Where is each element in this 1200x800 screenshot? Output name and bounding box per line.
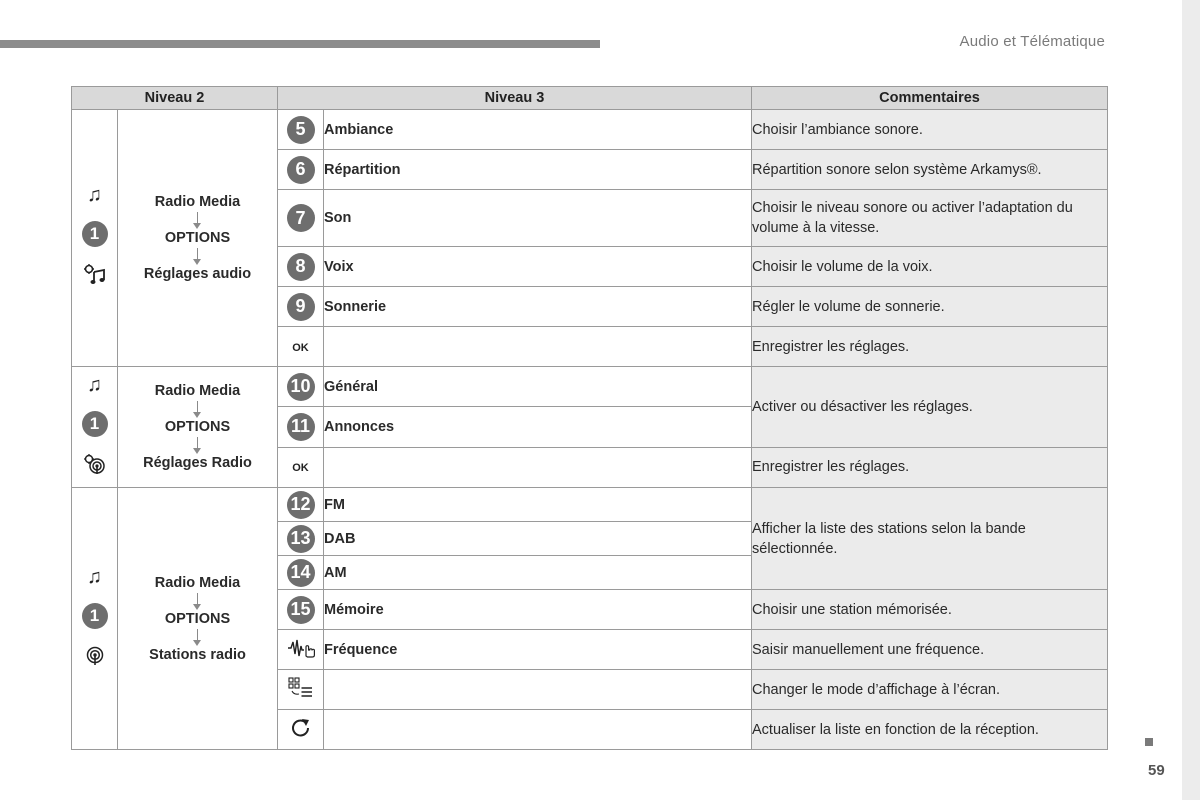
- navigation-path: [118, 367, 278, 488]
- row-label: Ambiance: [324, 110, 752, 150]
- path-step-settings: Réglages Radio: [143, 455, 252, 471]
- row-comment: Choisir le niveau sonore ou activer l’adaptation du volume à la vitesse.: [752, 190, 1108, 247]
- row-comment: Choisir l’ambiance sonore.: [752, 110, 1108, 150]
- radio-settings-icon: [83, 453, 107, 479]
- row-number: 9: [278, 287, 324, 327]
- row-label: Voix: [324, 247, 752, 287]
- arrow-down-icon: [197, 401, 198, 413]
- row-number: 5: [278, 110, 324, 150]
- row-label: AM: [324, 556, 752, 590]
- row-number: 10: [278, 367, 324, 407]
- group-icons: [72, 367, 118, 488]
- row-label: [324, 710, 752, 750]
- group-icons: [72, 110, 118, 367]
- row-label: DAB: [324, 522, 752, 556]
- path-step-options: OPTIONS: [164, 610, 231, 627]
- row-number: 8: [278, 247, 324, 287]
- row-number: 13: [278, 522, 324, 556]
- ok-cell: [278, 327, 324, 367]
- row-label: [324, 447, 752, 487]
- header-niveau-2: Niveau 2: [72, 87, 278, 110]
- row-comment: Enregistrer les réglages.: [752, 447, 1108, 487]
- table-row: [72, 110, 1108, 150]
- arrow-down-icon: [197, 629, 198, 641]
- ok-button-icon: OK: [292, 341, 309, 354]
- music-note-icon: ♫: [87, 184, 102, 206]
- row-label: FM: [324, 488, 752, 522]
- path-step-settings: Réglages audio: [143, 266, 252, 282]
- step-badge: 1: [82, 221, 108, 247]
- music-note-icon: ♫: [87, 565, 102, 588]
- group-icons: [72, 488, 118, 750]
- row-comment: Enregistrer les réglages.: [752, 327, 1108, 367]
- step-badge: 1: [82, 603, 108, 629]
- path-step-radio-media: Radio Media: [154, 194, 241, 210]
- row-number: 11: [278, 407, 324, 447]
- path-step-stations: Stations radio: [149, 646, 246, 663]
- ok-button-icon: OK: [292, 462, 309, 475]
- row-number: 7: [278, 190, 324, 247]
- display-mode-icon: [288, 687, 314, 703]
- path-step-radio-media: Radio Media: [154, 383, 241, 399]
- header-commentaires: Commentaires: [752, 87, 1108, 110]
- music-note-icon: ♫: [87, 374, 102, 396]
- row-label: Mémoire: [324, 590, 752, 630]
- row-comment: Saisir manuellement une fréquence.: [752, 630, 1108, 670]
- row-comment: Répartition sonore selon système Arkamys®.: [752, 150, 1108, 190]
- row-comment: Afficher la liste des stations selon la bande sélectionnée.: [752, 488, 1108, 590]
- ok-cell: [278, 447, 324, 487]
- row-icon-cell: [278, 630, 324, 670]
- row-icon-cell: [278, 670, 324, 710]
- row-label: Répartition: [324, 150, 752, 190]
- audio-settings-icon: [83, 263, 107, 291]
- row-label: Annonces: [324, 407, 752, 447]
- row-comment: Actualiser la liste en fonction de la réception.: [752, 710, 1108, 750]
- row-icon-cell: [278, 710, 324, 750]
- table-row: [72, 488, 1108, 522]
- navigation-path: [118, 110, 278, 367]
- row-label: Fréquence: [324, 630, 752, 670]
- page-marker: [1145, 738, 1153, 746]
- navigation-path: [118, 488, 278, 750]
- arrow-down-icon: [197, 212, 198, 224]
- radio-station-icon: [84, 645, 106, 671]
- row-label: [324, 327, 752, 367]
- row-comment: Régler le volume de sonnerie.: [752, 287, 1108, 327]
- row-label: Sonnerie: [324, 287, 752, 327]
- arrow-down-icon: [197, 593, 198, 605]
- row-label: Général: [324, 367, 752, 407]
- frequency-touch-icon: [287, 646, 315, 662]
- page-number: 59: [1148, 762, 1165, 779]
- path-step-radio-media: Radio Media: [154, 574, 241, 591]
- row-comment: Choisir une station mémorisée.: [752, 590, 1108, 630]
- refresh-icon: [289, 728, 313, 744]
- row-number: 12: [278, 488, 324, 522]
- arrow-down-icon: [197, 248, 198, 260]
- row-number: 6: [278, 150, 324, 190]
- scrollbar[interactable]: [1182, 0, 1200, 800]
- settings-table: [71, 86, 1108, 750]
- row-label: [324, 670, 752, 710]
- row-comment: Activer ou désactiver les réglages.: [752, 367, 1108, 448]
- step-badge: 1: [82, 411, 108, 437]
- table-header-row: [72, 87, 1108, 110]
- row-comment: Choisir le volume de la voix.: [752, 247, 1108, 287]
- row-number: 14: [278, 556, 324, 590]
- section-title: Audio et Télématique: [959, 33, 1105, 50]
- path-step-options: OPTIONS: [164, 230, 231, 246]
- header-niveau-3: Niveau 3: [278, 87, 752, 110]
- row-label: Son: [324, 190, 752, 247]
- path-step-options: OPTIONS: [164, 419, 231, 435]
- row-number: 15: [278, 590, 324, 630]
- row-comment: Changer le mode d’affichage à l’écran.: [752, 670, 1108, 710]
- arrow-down-icon: [197, 437, 198, 449]
- table-row: [72, 367, 1108, 407]
- header-rule: [0, 40, 600, 48]
